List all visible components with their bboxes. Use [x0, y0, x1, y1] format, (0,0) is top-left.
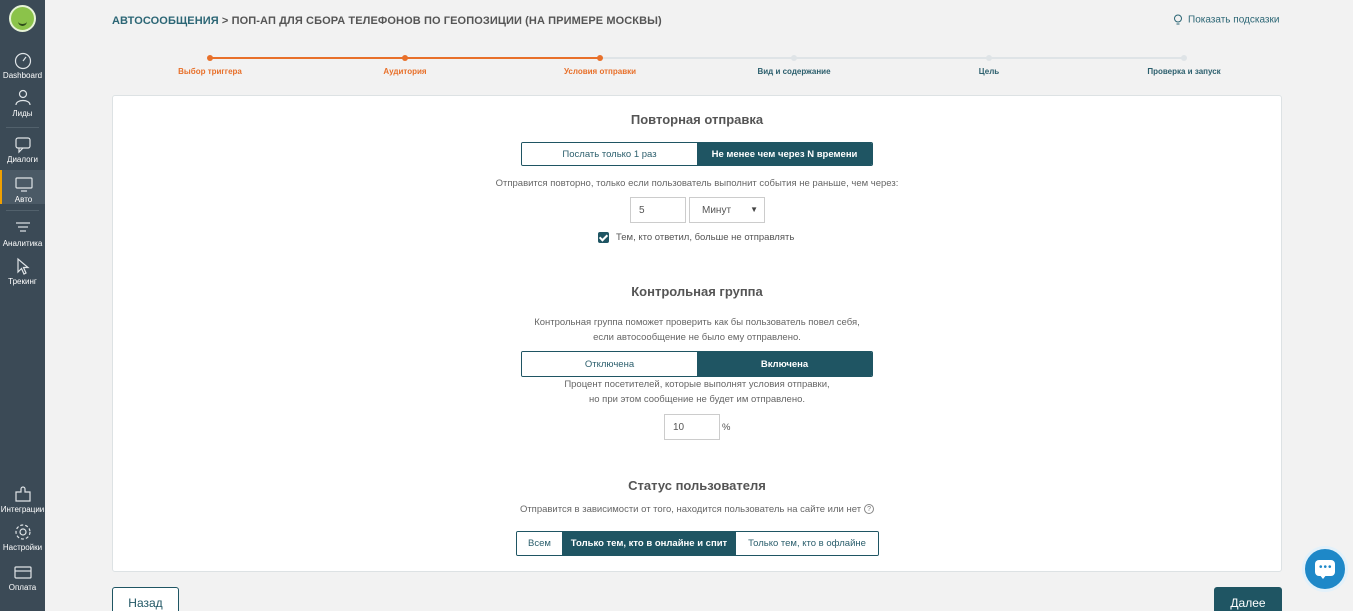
- step-audience[interactable]: Аудитория: [383, 67, 427, 76]
- chat-icon: [13, 134, 33, 154]
- sidebar-divider: [6, 210, 39, 211]
- help-icon[interactable]: ?: [864, 504, 874, 514]
- percent-input[interactable]: 10: [664, 414, 720, 440]
- monitor-icon: [14, 174, 34, 194]
- percent-note-line1: Процент посетителей, которые выполнят условия отправки,: [564, 379, 830, 390]
- sidebar-item-label: Настройки: [2, 543, 43, 552]
- back-button[interactable]: Назад: [112, 587, 179, 611]
- repeat-unit-value: Минут: [702, 204, 732, 216]
- sidebar-item-label: Лиды: [12, 109, 33, 118]
- sidebar: [0, 0, 45, 611]
- card-icon: [13, 562, 33, 582]
- analytics-icon: [13, 218, 33, 238]
- step-dot: [207, 55, 213, 61]
- breadcrumb-link-autosend[interactable]: АВТОСООБЩЕНИЯ: [112, 15, 219, 27]
- repeat-once-option[interactable]: Послать только 1 раз: [522, 143, 697, 165]
- sidebar-item-settings[interactable]: [0, 522, 45, 556]
- replied-checkbox[interactable]: [598, 232, 609, 243]
- control-off-option[interactable]: Отключена: [522, 352, 697, 376]
- chevron-down-icon: ▼: [750, 205, 758, 214]
- show-hints-label: Показать подсказки: [1188, 14, 1280, 26]
- repeat-note: Отправится повторно, только если пользователь выполнит события не раньше, чем через:: [495, 178, 899, 189]
- sidebar-item-label: Dashboard: [2, 71, 43, 80]
- sidebar-item-tracking[interactable]: [0, 256, 45, 290]
- percent-note-line2: но при этом сообщение не будет им отправлено.: [589, 394, 805, 405]
- step-dot: [597, 55, 603, 61]
- control-note-line2: если автосообщение не было ему отправлено.: [593, 332, 801, 343]
- repeat-title: Повторная отправка: [630, 112, 764, 127]
- status-note-text: Отправится в зависимости от того, находится пользователь на сайте или нет: [519, 504, 862, 515]
- step-dot: [1181, 55, 1187, 61]
- sidebar-item-leads[interactable]: [0, 88, 45, 122]
- status-online-option[interactable]: Только тем, кто в онлайне и спит: [562, 532, 736, 555]
- control-title: Контрольная группа: [631, 284, 763, 299]
- percent-sign: %: [722, 422, 731, 433]
- sidebar-item-label: Диалоги: [7, 155, 38, 164]
- lightbulb-icon: [1173, 14, 1183, 26]
- sidebar-item-analytics[interactable]: [0, 218, 45, 252]
- show-hints-link[interactable]: [1173, 14, 1279, 26]
- repeat-toggle: [521, 142, 873, 166]
- breadcrumb-separator: >: [218, 15, 232, 27]
- app-logo[interactable]: [9, 5, 36, 32]
- sidebar-item-label: Интеграции: [0, 505, 45, 514]
- status-all-option[interactable]: Всем: [517, 532, 562, 555]
- sidebar-divider: [6, 127, 39, 128]
- chat-dots-icon: •••: [1319, 562, 1333, 573]
- control-toggle: [521, 351, 873, 377]
- chat-widget-button[interactable]: [1302, 546, 1348, 592]
- sidebar-item-dialogs[interactable]: [0, 134, 45, 168]
- repeat-unit-select[interactable]: [689, 197, 765, 223]
- sidebar-item-integrations[interactable]: [0, 484, 45, 518]
- next-button[interactable]: Далее: [1214, 587, 1282, 611]
- step-conditions[interactable]: Условия отправки: [563, 67, 637, 76]
- users-icon: [13, 88, 33, 108]
- step-dot: [986, 55, 992, 61]
- cursor-icon: [13, 256, 33, 276]
- status-note: [113, 502, 1281, 517]
- control-on-option[interactable]: Включена: [697, 352, 872, 376]
- repeat-interval-option[interactable]: Не менее чем через N времени: [697, 143, 872, 165]
- replied-checkbox-label: Тем, кто ответил, больше не отправлять: [616, 232, 795, 243]
- sidebar-item-dashboard[interactable]: [0, 50, 45, 84]
- sidebar-item-auto[interactable]: [0, 170, 45, 204]
- gauge-icon: [13, 50, 33, 70]
- breadcrumb: [112, 15, 662, 27]
- step-goal[interactable]: Цель: [978, 67, 1000, 76]
- sidebar-item-label: Трекинг: [8, 277, 37, 286]
- sidebar-item-label: Авто: [14, 195, 33, 204]
- step-review[interactable]: Проверка и запуск: [1147, 67, 1221, 76]
- steps-remaining-line: [600, 57, 1186, 59]
- repeat-amount-input[interactable]: 5: [630, 197, 686, 223]
- status-title: Статус пользователя: [628, 478, 766, 493]
- puzzle-icon: [13, 484, 33, 504]
- step-trigger[interactable]: Выбор триггера: [178, 67, 242, 76]
- control-note-line1: Контрольная группа поможет проверить как бы пользователь повел себя,: [534, 317, 860, 328]
- step-dot: [402, 55, 408, 61]
- status-toggle: [516, 531, 879, 556]
- gear-icon: [13, 522, 33, 542]
- sidebar-item-payment[interactable]: [0, 562, 45, 596]
- step-dot: [791, 55, 797, 61]
- status-offline-option[interactable]: Только тем, кто в офлайне: [736, 532, 878, 555]
- breadcrumb-current: ПОП-АП ДЛЯ СБОРА ТЕЛЕФОНОВ ПО ГЕОПОЗИЦИИ (НА ПРИМЕРЕ МОСКВЫ): [231, 15, 662, 27]
- sidebar-item-label: Аналитика: [2, 239, 43, 248]
- sidebar-item-label: Оплата: [8, 583, 37, 592]
- step-content[interactable]: Вид и содержание: [757, 67, 831, 76]
- settings-card: [112, 95, 1282, 572]
